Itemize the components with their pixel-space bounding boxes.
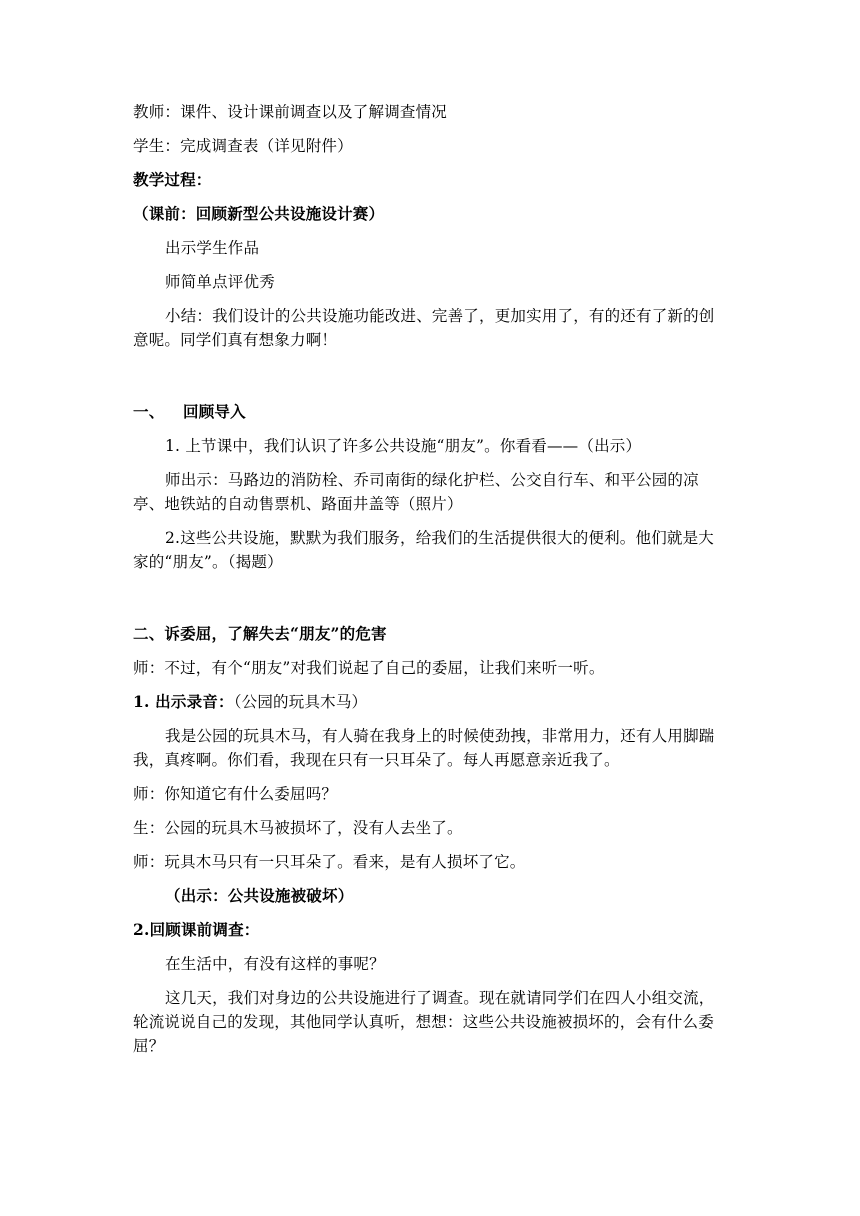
pre-show: 出示学生作品 [165, 239, 260, 257]
section-2-paragraph-5: 师：玩具木马只有一只耳朵了。看来，是有人损坏了它。 [133, 853, 526, 871]
item-1-rest: （公园的玩具木马） [233, 693, 368, 711]
section-1-title: 回顾导入 [183, 402, 246, 421]
pre-comment: 师简单点评优秀 [165, 273, 275, 291]
section-2-paragraph-3: 师：你知道它有什么委屈吗？ [133, 785, 338, 803]
section-1-paragraph-1: 1. 上节课中，我们认识了许多公共设施“朋友”。你看看——（出示） [165, 437, 642, 455]
section-2-paragraph-4: 生：公园的玩具木马被损坏了，没有人去坐了。 [133, 819, 463, 837]
section-2-paragraph-6: 在生活中，有没有这样的事呢？ [165, 955, 385, 973]
section-2-item-1 [133, 690, 728, 714]
section-1-paragraph-3: 2.这些公共设施，默默为我们服务，给我们的生活提供很大的便利。他们就是大家的“朋友”。（揭题） [133, 529, 714, 571]
section-2-title: 二、诉委屈，了解失去“朋友”的危害 [133, 624, 387, 643]
section-1-heading [133, 400, 728, 424]
section-1-number: 一、 [133, 402, 165, 421]
section-2-item-2: 2.回顾课前调查： [133, 920, 260, 939]
section-2-paragraph-7: 这几天，我们对身边的公共设施进行了调查。现在就请同学们在四人小组交流，轮流说说自己的发现，其他同学认真听，想想：这些公共设施被损坏的，会有什么委屈？ [133, 989, 715, 1055]
section-2-show: （出示：公共设施被破坏） [165, 886, 354, 905]
prep-teacher: 教师：课件、设计课前调查以及了解调查情况 [133, 103, 448, 121]
item-1-label: 1. 出示录音： [133, 692, 234, 711]
pre-class-title: （课前：回顾新型公共设施设计赛） [133, 204, 385, 223]
document-page [133, 100, 728, 1058]
prep-student: 学生：完成调查表（详见附件） [133, 137, 353, 155]
section-2-paragraph-1: 师：不过，有个“朋友”对我们说起了自己的委屈，让我们来听一听。 [133, 659, 605, 677]
section-2-paragraph-2: 我是公园的玩具木马，有人骑在我身上的时候使劲拽，非常用力，还有人用脚踹我，真疼啊。你们看，我现在只有一只耳朵了。每人再愿意亲近我了。 [133, 727, 715, 769]
pre-summary: 小结：我们设计的公共设施功能改进、完善了，更加实用了，有的还有了新的创意呢。同学们真有想象力啊！ [133, 307, 715, 349]
section-1-paragraph-2: 师出示：马路边的消防栓、乔司南街的绿化护栏、公交自行车、和平公园的凉亭、地铁站的自动售票机、路面井盖等（照片） [133, 471, 699, 513]
process-title: 教学过程： [133, 170, 212, 189]
